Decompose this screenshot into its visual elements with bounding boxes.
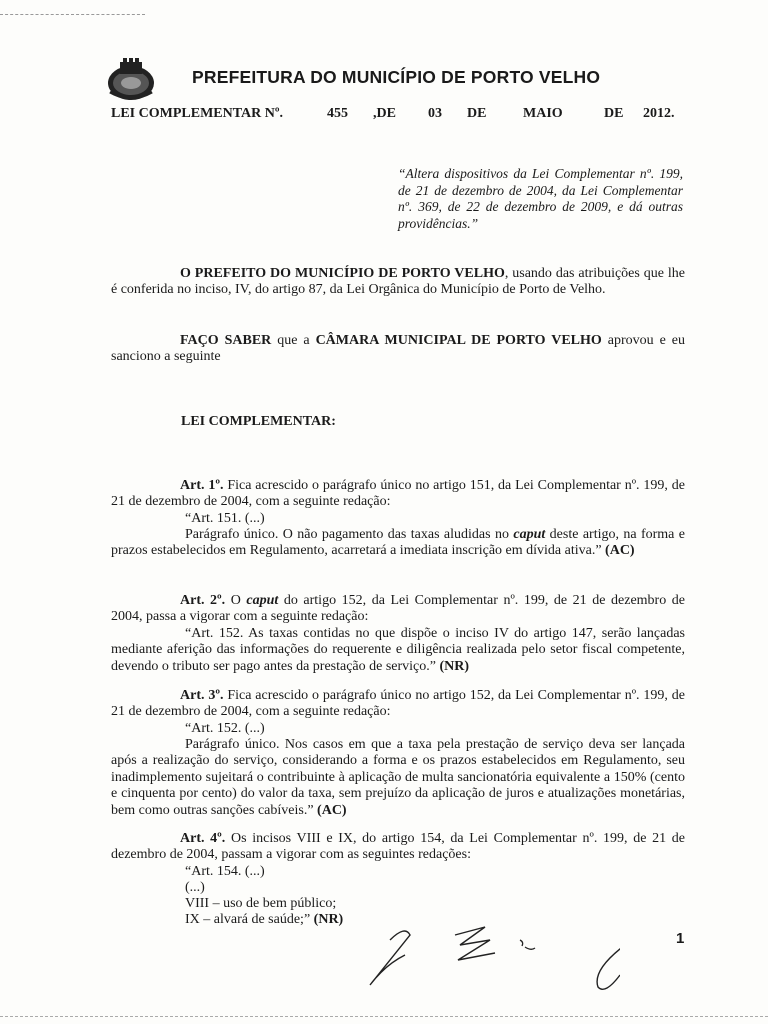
- art4-line-3: VIII – uso de bem público;: [185, 896, 337, 911]
- law-de-2: DE: [467, 106, 487, 121]
- ementa: “Altera dispositivos da Lei Complementar nº. 199, de 21 de dezembro de 2004, da Lei Complementar nº. 369, de 22 de dezembro de 2009, e dá outras providências.”: [398, 166, 683, 231]
- article-3: [111, 688, 685, 721]
- art1-tag: (AC): [605, 543, 635, 559]
- law-month: MAIO: [523, 106, 563, 121]
- page-number: 1: [676, 930, 685, 947]
- law-label: LEI COMPLEMENTAR Nº.: [111, 106, 283, 121]
- art3-label: Art. 3º.: [180, 688, 224, 703]
- art3-paragraph: [111, 737, 685, 819]
- art2-text-b: do artigo 152, da Lei Complementar nº. 199, de 21 de dezembro de 2004, passa a vigorar com a seguinte redação:: [111, 593, 685, 625]
- art4-line-2: (...): [185, 880, 205, 895]
- art3-tag: (AC): [317, 802, 347, 818]
- art2-quote: [111, 626, 685, 675]
- art2-tag: (NR): [439, 658, 470, 674]
- law-day: 03: [428, 106, 442, 121]
- art4-text: Os incisos VIII e IX, do artigo 154, da Lei Complementar nº. 199, de 21 de dezembro de 2004, passam a vigorar com as seguintes redações:: [111, 831, 685, 863]
- art1-para-text-a: Parágrafo único. O não pagamento das taxas aludidas no: [185, 527, 514, 542]
- art1-label: Art. 1º.: [180, 478, 224, 493]
- scan-artifact-line-bottom: [0, 1016, 768, 1017]
- faco-saber-text: aprovou e eu sanciono a seguinte: [111, 333, 685, 365]
- faco-saber-mid: que a: [271, 333, 316, 348]
- article-1: [111, 478, 685, 511]
- art4-line-1: “Art. 154. (...): [185, 864, 265, 879]
- preamble-mayor: [111, 266, 685, 299]
- art2-caput: caput: [246, 593, 279, 608]
- art3-text: Fica acrescido o parágrafo único no artigo 152, da Lei Complementar nº. 199, de 21 de dezembro de 2004, com a seguinte redação:: [111, 688, 685, 720]
- camara-bold: CÂMARA MUNICIPAL DE PORTO VELHO: [315, 333, 602, 348]
- art4-label: Art. 4º.: [180, 831, 226, 846]
- municipal-seal-icon: [106, 56, 156, 102]
- art1-text: Fica acrescido o parágrafo único no artigo 151, da Lei Complementar nº. 199, de 21 de dezembro de 2004, com a seguinte redação:: [111, 478, 685, 510]
- scan-artifact-line: [0, 14, 145, 15]
- art1-quote-header: “Art. 151. (...): [185, 511, 265, 526]
- mayor-title: O PREFEITO DO MUNICÍPIO DE PORTO VELHO: [180, 266, 505, 281]
- art4-line-4-text: IX – alvará de saúde;”: [185, 912, 314, 927]
- article-4: [111, 831, 685, 864]
- mayor-text: , usando das atribuições que lhe é conferida no inciso, IV, do artigo 87, da Lei Orgânica do Município de Porto de Velho.: [111, 266, 686, 298]
- article-2: [111, 593, 685, 626]
- law-de-3: DE: [604, 106, 624, 121]
- preamble-faco-saber: [111, 333, 685, 366]
- prefeitura-title: PREFEITURA DO MUNICÍPIO DE PORTO VELHO: [192, 67, 601, 87]
- art2-label: Art. 2º.: [180, 593, 226, 608]
- law-de-1: ,DE: [373, 106, 396, 121]
- section-heading: LEI COMPLEMENTAR:: [181, 414, 336, 429]
- art4-line-4: [185, 912, 343, 928]
- art3-quote-header: “Art. 152. (...): [185, 721, 265, 736]
- faco-saber-bold: FAÇO SABER: [180, 333, 272, 348]
- art2-text-a: O: [225, 593, 247, 608]
- handwritten-initials: [360, 915, 620, 995]
- art3-para-text: Parágrafo único. Nos casos em que a taxa pela prestação de serviço deva ser lançada após a realização do serviço, considerando a forma e os prazos estabelecidos em Regulamento, seu inadimplemento sujeitará o contribuinte à aplicação de multa sancionatória equivalente a 150% (cento e cinquenta por cento) do valor da taxa, sem prejuízo da aplicação de juros e atualizações monetárias, bem como outras sanções cabíveis.”: [111, 737, 685, 818]
- law-year: 2012.: [643, 106, 675, 121]
- art1-caput: caput: [513, 527, 546, 542]
- art1-para-text-b: deste artigo, na forma e prazos estabelecidos em Regulamento, acarretará a imediata inscrição em dívida ativa.”: [111, 527, 685, 559]
- law-number: 455: [327, 106, 348, 121]
- art1-paragraph: [111, 527, 685, 560]
- art2-quote-text: “Art. 152. As taxas contidas no que dispõe o inciso IV do artigo 147, serão lançadas mediante aferição das informações do requerente e diligência realizada pelo setor fiscal competente, devendo o tributo ser pago antes da prestação de serviço.”: [111, 626, 685, 674]
- art4-tag: (NR): [313, 912, 344, 927]
